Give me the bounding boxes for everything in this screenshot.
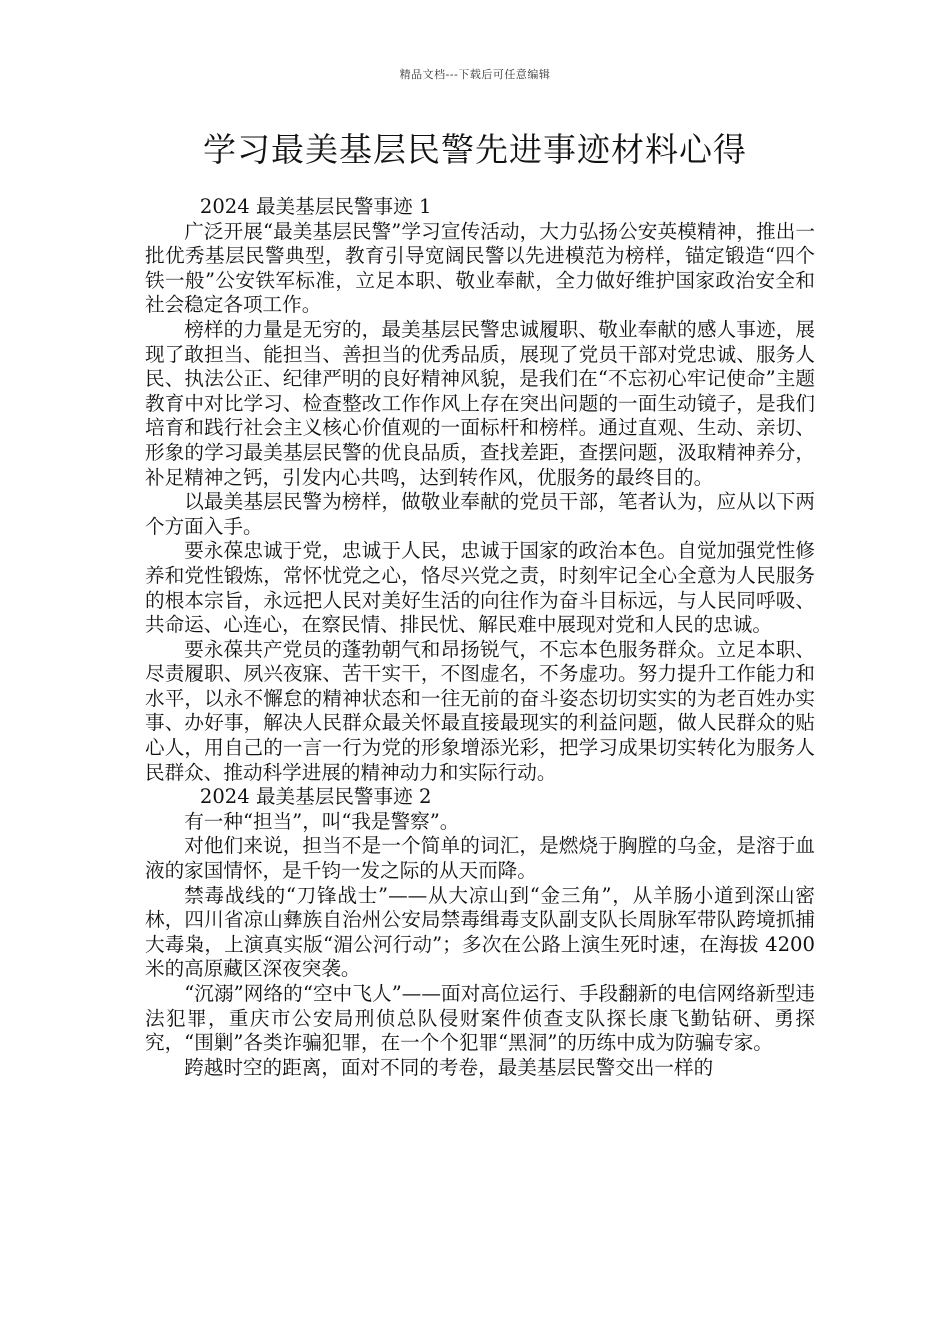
- paragraph: 广泛开展“最美基层民警”学习宣传活动，大力弘扬公安英模精神，推出一批优秀基层民警典型，教育引导宽阔民警以先进模范为榜样，锚定锻造“四个铁一般”公安铁军标准，立足本职、敬业奉献，全力做好维护国家政治安全和社会稳定各项工作。: [145, 219, 815, 317]
- document-body: [145, 195, 815, 1080]
- section-heading: 2024 最美基层民警事迹 2: [199, 785, 432, 809]
- paragraph: 以最美基层民警为榜样，做敬业奉献的党员干部，笔者认为，应从以下两个方面入手。: [145, 490, 815, 538]
- paragraph: 禁毒战线的“刀锋战士”——从大凉山到“金三角”，从羊肠小道到深山密林，四川省凉山彝族自治州公安局禁毒缉毒支队副支队长周脉军带队跨境抓捕大毒枭，上演真实版“湄公河行动”；多次在公路上演生死时速，在海拔 4200 米的高原藏区深夜突袭。: [145, 883, 815, 981]
- header-note: 精品文档---下载后可任意编辑: [399, 68, 551, 81]
- paragraph: 榜样的力量是无穷的，最美基层民警忠诚履职、敬业奉献的感人事迹，展现了敢担当、能担当、善担当的优秀品质，展现了党员干部对党忠诚、服务人民、执法公正、纪律严明的良好精神风貌，是我们在“不忘初心牢记使命”主题教育中对比学习、检查整改工作作风上存在突出问题的一面生动镜子，是我们培育和践行社会主义核心价值观的一面标杆和榜样。通过直观、生动、亲切、形象的学习最美基层民警的优良品质，查找差距，查摆问题，汲取精神养分，补足精神之钙，引发内心共鸣，达到转作风，优服务的最终目的。: [145, 317, 815, 489]
- paragraph: 跨越时空的距离，面对不同的考卷，最美基层民警交出一样的: [184, 1055, 714, 1079]
- paragraph: 对他们来说，担当不是一个简单的词汇，是燃烧于胸膛的乌金，是溶于血液的家国情怀，是千钧一发之际的从天而降。: [145, 834, 815, 883]
- paragraph: 要永葆共产党员的蓬勃朝气和昂扬锐气，不忘本色服务群众。立足本职、尽责履职、夙兴夜寐、苦干实干，不图虚名，不务虚功。努力提升工作能力和水平，以永不懈怠的精神状态和一往无前的奋斗姿态切切实实的为老百姓办实事、办好事，解决人民群众最关怀最直接最现实的利益问题，做人民群众的贴心人，用自己的一言一行为党的形象增添光彩，把学习成果切实转化为服务人民群众、推动科学进展的精神动力和实际行动。: [145, 637, 815, 784]
- paragraph: 要永葆忠诚于党，忠诚于人民，忠诚于国家的政治本色。自觉加强党性修养和党性锻炼，常怀忧党之心，恪尽兴党之责，时刻牢记全心全意为人民服务的根本宗旨，永远把人民对美好生活的向往作为奋斗目标远，与人民同呼吸、共命运、心连心，在察民情、排民忧、解民难中展现对党和人民的忠诚。: [145, 539, 815, 637]
- paragraph: 有一种“担当”，叫“我是警察”。: [184, 809, 460, 833]
- document-title: 学习最美基层民警先进事迹材料心得: [203, 130, 747, 169]
- section-heading: 2024 最美基层民警事迹 1: [199, 195, 432, 218]
- paragraph: “沉溺”网络的“空中飞人”——面对高位运行、手段翻新的电信网络新型违法犯罪，重庆市公安局刑侦总队侵财案件侦查支队探长康飞勤钻研、勇探究，“围剿”各类诈骗犯罪，在一个个犯罪“黑洞”的历练中成为防骗专家。: [145, 982, 815, 1055]
